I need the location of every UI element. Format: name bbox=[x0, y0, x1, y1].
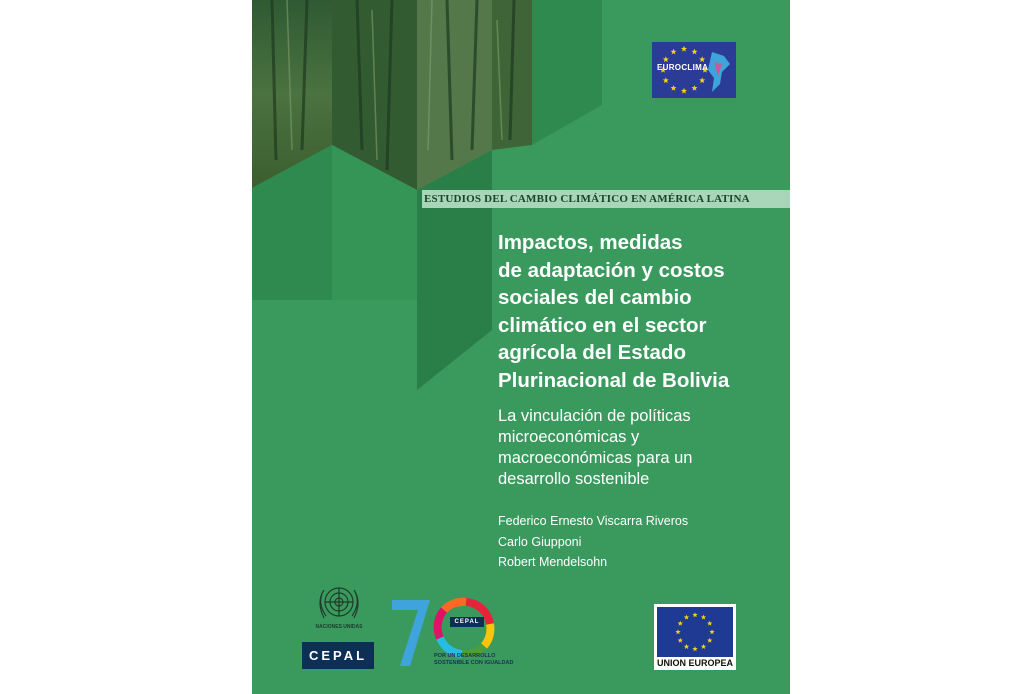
star-icon bbox=[670, 49, 676, 55]
author-list bbox=[498, 511, 688, 573]
author-name: Robert Mendelsohn bbox=[498, 555, 608, 569]
title-line: agrícola del Estado bbox=[498, 341, 686, 364]
subtitle-line: macroeconómicas para un bbox=[498, 449, 693, 467]
cepal-mini-badge: CEPAL bbox=[450, 617, 484, 627]
star-icon bbox=[663, 56, 669, 62]
star-icon bbox=[692, 612, 697, 617]
star-icon bbox=[675, 629, 680, 634]
series-banner: ESTUDIOS DEL CAMBIO CLIMÁTICO EN AMÉRICA LATINA bbox=[422, 190, 790, 208]
eu-flag bbox=[657, 607, 733, 657]
book-cover bbox=[252, 0, 790, 694]
title-line: climático en el sector bbox=[498, 313, 707, 337]
euroclima-label: EUROCLIMA bbox=[657, 63, 709, 72]
star-icon bbox=[663, 77, 669, 83]
author-name: Federico Ernesto Viscarra Riveros bbox=[498, 514, 689, 528]
title-line: Plurinacional de Bolivia bbox=[498, 368, 730, 392]
cepal-logo: CEPAL bbox=[302, 642, 374, 669]
book-title bbox=[498, 229, 778, 394]
star-icon bbox=[701, 644, 706, 649]
star-icon bbox=[678, 621, 683, 626]
anniversary-tagline-2: SOSTENIBLE CON IGUALDAD bbox=[434, 660, 514, 666]
star-icon bbox=[692, 646, 697, 651]
subtitle-line: microeconómicas y bbox=[498, 428, 640, 446]
star-icon bbox=[701, 614, 706, 619]
euroclima-logo bbox=[652, 42, 736, 98]
subtitle-line: La vinculación de políticas bbox=[498, 407, 691, 425]
title-line: de adaptación y costos bbox=[498, 258, 725, 282]
star-icon bbox=[681, 88, 687, 94]
star-icon bbox=[681, 46, 687, 52]
title-line: sociales del cambio bbox=[498, 286, 692, 309]
eu-logo bbox=[654, 604, 736, 670]
star-icon bbox=[670, 85, 676, 91]
eu-label: UNION EUROPEA bbox=[656, 658, 733, 668]
star-icon bbox=[699, 56, 705, 62]
green-shard-1 bbox=[532, 0, 602, 145]
star-icon bbox=[707, 638, 712, 643]
star-icon bbox=[691, 49, 697, 55]
star-icon bbox=[709, 629, 714, 634]
star-icon bbox=[684, 644, 689, 649]
lower-green-shard bbox=[252, 150, 492, 400]
subtitle-line: desarrollo sostenible bbox=[498, 470, 650, 488]
title-line: Impactos, medidas bbox=[498, 231, 683, 254]
star-icon bbox=[684, 614, 689, 619]
cepal-70-anniversary-logo bbox=[388, 594, 514, 674]
un-name-label: NACIONES UNIDAS bbox=[315, 624, 363, 630]
author-name: Carlo Giupponi bbox=[498, 534, 582, 549]
eu-stars-icon bbox=[657, 607, 733, 657]
anniversary-tagline-1: POR UN DESARROLLO bbox=[434, 653, 496, 659]
star-icon bbox=[678, 638, 683, 643]
star-icon bbox=[707, 621, 712, 626]
book-subtitle bbox=[498, 406, 768, 490]
star-icon bbox=[699, 77, 705, 83]
star-icon bbox=[691, 85, 697, 91]
